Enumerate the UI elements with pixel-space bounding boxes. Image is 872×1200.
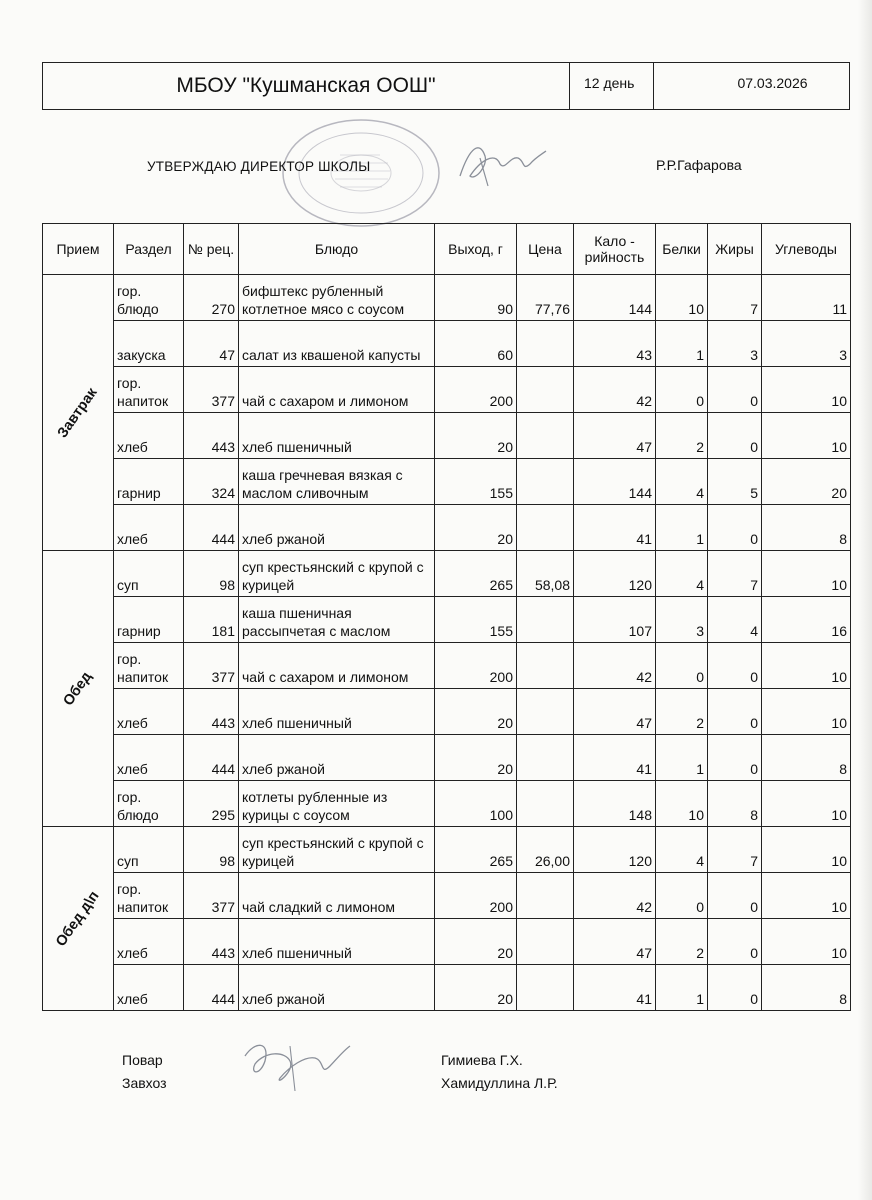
table-row [43,965,851,1011]
fats: 4 [708,597,762,643]
proteins: 0 [656,367,708,413]
proteins: 4 [656,827,708,873]
carbohydrates: 10 [762,413,851,459]
recipe-number: 443 [184,689,239,735]
calories: 144 [574,459,656,505]
recipe-number: 443 [184,919,239,965]
dish-name: салат из квашеной капусты [239,321,435,367]
dish-name: бифштекс рубленный котлетное мясо с соусом [239,275,435,321]
calories: 42 [574,873,656,919]
proteins: 10 [656,781,708,827]
table-row [43,367,851,413]
portion-weight: 155 [435,597,517,643]
portion-weight: 200 [435,367,517,413]
price [517,919,574,965]
section-cell: гор. напиток [114,643,184,689]
recipe-number: 377 [184,643,239,689]
carbohydrates: 10 [762,643,851,689]
carbohydrates: 10 [762,919,851,965]
proteins: 1 [656,321,708,367]
menu-table [42,223,851,1011]
price [517,597,574,643]
col-header: Блюдо [239,224,435,275]
fats: 0 [708,367,762,413]
section-cell: суп [114,827,184,873]
table-row [43,413,851,459]
price [517,873,574,919]
fats: 7 [708,551,762,597]
fats: 7 [708,827,762,873]
portion-weight: 20 [435,965,517,1011]
carbohydrates: 10 [762,781,851,827]
table-row [43,551,851,597]
section-cell: хлеб [114,735,184,781]
carbohydrates: 11 [762,275,851,321]
dish-name: суп крестьянский с крупой с курицей [239,827,435,873]
portion-weight: 200 [435,643,517,689]
carbohydrates: 10 [762,367,851,413]
recipe-number: 98 [184,551,239,597]
fats: 8 [708,781,762,827]
portion-weight: 265 [435,827,517,873]
cook-signature-icon [235,1036,355,1096]
dish-name: суп крестьянский с крупой с курицей [239,551,435,597]
section-cell: закуска [114,321,184,367]
carbohydrates: 16 [762,597,851,643]
carbohydrates: 8 [762,965,851,1011]
dish-name: каша гречневая вязкая с маслом сливочным [239,459,435,505]
dish-name: чай сладкий с лимоном [239,873,435,919]
table-row [43,827,851,873]
table-row [43,597,851,643]
fats: 7 [708,275,762,321]
dish-name: котлеты рубленные из курицы с соусом [239,781,435,827]
dish-name: хлеб пшеничный [239,689,435,735]
cook-name: Гимиева Г.Х. [441,1052,523,1068]
price [517,505,574,551]
table-row [43,781,851,827]
table-row [43,873,851,919]
price [517,735,574,781]
dish-name: хлеб пшеничный [239,919,435,965]
portion-weight: 60 [435,321,517,367]
carbohydrates: 8 [762,505,851,551]
calories: 41 [574,735,656,781]
section-cell: хлеб [114,919,184,965]
table-row [43,459,851,505]
proteins: 4 [656,459,708,505]
dish-name: хлеб ржаной [239,505,435,551]
school-name: МБОУ "Кушманская ООШ" [43,63,570,109]
menu-table-body [43,275,851,1011]
table-row [43,643,851,689]
recipe-number: 377 [184,367,239,413]
dish-name: хлеб ржаной [239,735,435,781]
price: 26,00 [517,827,574,873]
meal-cell [43,827,114,1011]
fats: 5 [708,459,762,505]
portion-weight: 20 [435,689,517,735]
section-cell: хлеб [114,505,184,551]
carbohydrates: 10 [762,551,851,597]
dish-name: чай с сахаром и лимоном [239,367,435,413]
proteins: 4 [656,551,708,597]
calories: 120 [574,827,656,873]
carbohydrates: 8 [762,735,851,781]
price [517,965,574,1011]
section-cell: гор. напиток [114,367,184,413]
recipe-number: 181 [184,597,239,643]
col-header: Прием [43,224,114,275]
table-row [43,689,851,735]
section-cell: гор. блюдо [114,781,184,827]
section-cell: хлеб [114,413,184,459]
recipe-number: 324 [184,459,239,505]
calories: 41 [574,965,656,1011]
proteins: 10 [656,275,708,321]
col-header: Углеводы [762,224,851,275]
fats: 0 [708,919,762,965]
meal-name: Завтрак [55,385,101,441]
header-box [42,62,850,110]
calories: 120 [574,551,656,597]
carbohydrates: 20 [762,459,851,505]
section-cell: гарнир [114,597,184,643]
col-header: Выход, г [435,224,517,275]
dish-name: хлеб пшеничный [239,413,435,459]
portion-weight: 90 [435,275,517,321]
calories: 41 [574,505,656,551]
dish-name: чай с сахаром и лимоном [239,643,435,689]
portion-weight: 265 [435,551,517,597]
recipe-number: 444 [184,965,239,1011]
fats: 0 [708,873,762,919]
director-signature-icon [450,136,550,196]
proteins: 2 [656,413,708,459]
portion-weight: 200 [435,873,517,919]
meal-cell [43,551,114,827]
price [517,459,574,505]
portion-weight: 20 [435,413,517,459]
calories: 43 [574,321,656,367]
calories: 47 [574,919,656,965]
recipe-number: 98 [184,827,239,873]
dish-name: каша пшеничная рассыпчетая с маслом [239,597,435,643]
table-row [43,505,851,551]
price [517,689,574,735]
col-header: Белки [656,224,708,275]
section-cell: хлеб [114,965,184,1011]
portion-weight: 20 [435,919,517,965]
fats: 0 [708,413,762,459]
price [517,321,574,367]
portion-weight: 20 [435,735,517,781]
price [517,643,574,689]
cook-label: Повар [122,1052,163,1068]
portion-weight: 155 [435,459,517,505]
table-row [43,735,851,781]
director-name: Р.Р.Гафарова [656,157,742,173]
carbohydrates: 3 [762,321,851,367]
dish-name: хлеб ржаной [239,965,435,1011]
carbohydrates: 10 [762,689,851,735]
proteins: 0 [656,643,708,689]
col-header: Кало - рийность [574,224,656,275]
calories: 148 [574,781,656,827]
section-cell: гор. напиток [114,873,184,919]
calories: 144 [574,275,656,321]
meal-name: Обед [60,669,96,709]
recipe-number: 270 [184,275,239,321]
recipe-number: 444 [184,505,239,551]
calories: 47 [574,413,656,459]
fats: 0 [708,965,762,1011]
table-row [43,275,851,321]
fats: 0 [708,643,762,689]
meal-name: Обед д\п [53,888,103,950]
recipe-number: 295 [184,781,239,827]
proteins: 1 [656,505,708,551]
recipe-number: 377 [184,873,239,919]
proteins: 3 [656,597,708,643]
price [517,367,574,413]
approval-text: УТВЕРЖДАЮ ДИРЕКТОР ШКОЛЫ [147,159,371,174]
col-header: № рец. [184,224,239,275]
price [517,781,574,827]
recipe-number: 443 [184,413,239,459]
fats: 0 [708,735,762,781]
col-header: Цена [517,224,574,275]
section-cell: гарнир [114,459,184,505]
recipe-number: 444 [184,735,239,781]
portion-weight: 100 [435,781,517,827]
menu-table-header [43,224,851,275]
col-header: Жиры [708,224,762,275]
menu-day: 12 день [570,63,654,109]
meal-cell [43,275,114,551]
menu-date: 07.03.2026 [737,75,808,91]
storekeeper-name: Хамидуллина Л.Р. [441,1075,558,1091]
proteins: 1 [656,735,708,781]
carbohydrates: 10 [762,873,851,919]
calories: 107 [574,597,656,643]
recipe-number: 47 [184,321,239,367]
fats: 3 [708,321,762,367]
proteins: 2 [656,919,708,965]
col-header: Раздел [114,224,184,275]
section-cell: хлеб [114,689,184,735]
section-cell: суп [114,551,184,597]
storekeeper-label: Завхоз [122,1075,167,1091]
fats: 0 [708,505,762,551]
scan-edge [858,0,872,1200]
price [517,413,574,459]
table-row [43,321,851,367]
carbohydrates: 10 [762,827,851,873]
portion-weight: 20 [435,505,517,551]
price: 77,76 [517,275,574,321]
proteins: 0 [656,873,708,919]
table-row [43,919,851,965]
proteins: 1 [656,965,708,1011]
calories: 42 [574,367,656,413]
fats: 0 [708,689,762,735]
calories: 47 [574,689,656,735]
calories: 42 [574,643,656,689]
proteins: 2 [656,689,708,735]
section-cell: гор. блюдо [114,275,184,321]
price: 58,08 [517,551,574,597]
